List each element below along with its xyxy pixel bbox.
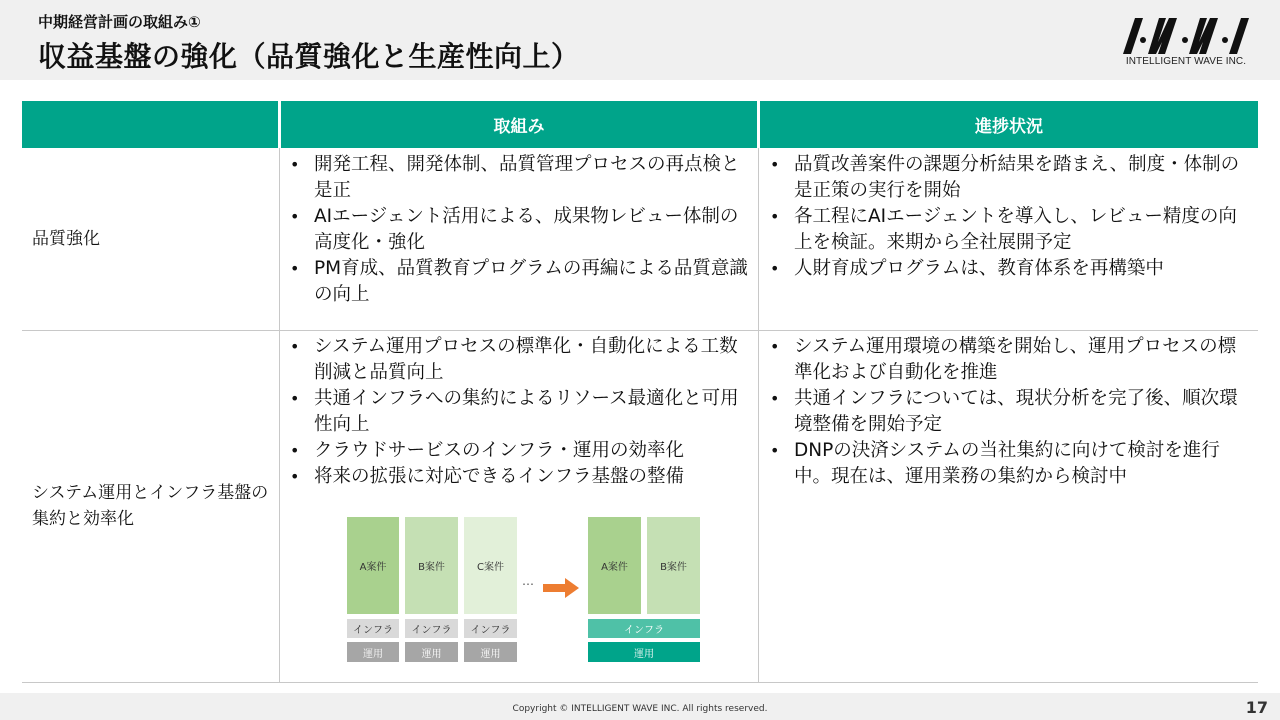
after-shared-infra: インフラ bbox=[588, 619, 700, 638]
table-header-blank bbox=[22, 101, 278, 148]
row2-progress-list bbox=[762, 334, 1252, 490]
list-item: • システム運用環境の構築を開始し、運用プロセスの標準化および自動化を推進 bbox=[762, 334, 1252, 386]
slide-subtitle: 中期経営計画の取組み① bbox=[38, 13, 201, 31]
before-case-c: C案件 bbox=[464, 517, 517, 614]
list-item: • 共通インフラへの集約によるリソース最適化と可用性向上 bbox=[282, 386, 750, 438]
list-item: • 各工程にAIエージェントを導入し、レビュー精度の向上を検証。来期から全社展開予定 bbox=[762, 204, 1252, 256]
list-item: • DNPの決済システムの当社集約に向けて検討を進行中。現在は、運用業務の集約から検討中 bbox=[762, 438, 1252, 490]
list-item: • 人財育成プログラムは、教育体系を再構築中 bbox=[762, 256, 1252, 282]
before-case-a: A案件 bbox=[347, 517, 399, 614]
before-ops-c: 運用 bbox=[464, 642, 517, 662]
after-shared-ops: 運用 bbox=[588, 642, 700, 662]
list-item: • クラウドサービスのインフラ・運用の効率化 bbox=[282, 438, 750, 464]
list-item: • AIエージェント活用による、成果物レビュー体制の高度化・強化 bbox=[282, 204, 750, 256]
page-number: 17 bbox=[1245, 698, 1268, 717]
before-ops-a: 運用 bbox=[347, 642, 399, 662]
row-label-quality: 品質強化 bbox=[32, 229, 100, 249]
logo-text: INTELLIGENT WAVE INC. bbox=[1125, 56, 1247, 67]
row1-progress-list bbox=[762, 152, 1252, 282]
right-arrow-icon bbox=[543, 578, 579, 598]
before-ops-b: 運用 bbox=[405, 642, 458, 662]
table-header-initiatives: 取組み bbox=[281, 101, 757, 148]
before-case-b: B案件 bbox=[405, 517, 458, 614]
list-item: • 将来の拡張に対応できるインフラ基盤の整備 bbox=[282, 464, 750, 490]
list-item: • PM育成、品質教育プログラムの再編による品質意識の向上 bbox=[282, 256, 750, 308]
list-item: • システム運用プロセスの標準化・自動化による工数削減と品質向上 bbox=[282, 334, 750, 386]
column-divider bbox=[758, 148, 759, 683]
before-infra-b: インフラ bbox=[405, 619, 458, 638]
after-case-b: B案件 bbox=[647, 517, 700, 614]
before-infra-c: インフラ bbox=[464, 619, 517, 638]
row-label-infra: システム運用とインフラ基盤の集約と効率化 bbox=[32, 483, 269, 529]
list-item: • 開発工程、開発体制、品質管理プロセスの再点検と是正 bbox=[282, 152, 750, 204]
row2-initiatives-list bbox=[282, 334, 750, 490]
column-divider bbox=[279, 148, 280, 683]
after-case-a: A案件 bbox=[588, 517, 641, 614]
table-header-progress: 進捗状況 bbox=[760, 101, 1258, 148]
slide-title: 収益基盤の強化（品質強化と生産性向上） bbox=[38, 40, 580, 73]
table-bottom-border bbox=[22, 682, 1258, 683]
row1-initiatives-list bbox=[282, 152, 750, 308]
ellipsis: … bbox=[522, 574, 534, 588]
list-item: • 共通インフラについては、現状分析を完了後、順次環境整備を開始予定 bbox=[762, 386, 1252, 438]
copyright-text: Copyright © INTELLIGENT WAVE INC. All rights reserved. bbox=[512, 704, 768, 714]
before-infra-a: インフラ bbox=[347, 619, 399, 638]
row-divider bbox=[22, 330, 1258, 331]
list-item: • 品質改善案件の課題分析結果を踏まえ、制度・体制の是正策の実行を開始 bbox=[762, 152, 1252, 204]
